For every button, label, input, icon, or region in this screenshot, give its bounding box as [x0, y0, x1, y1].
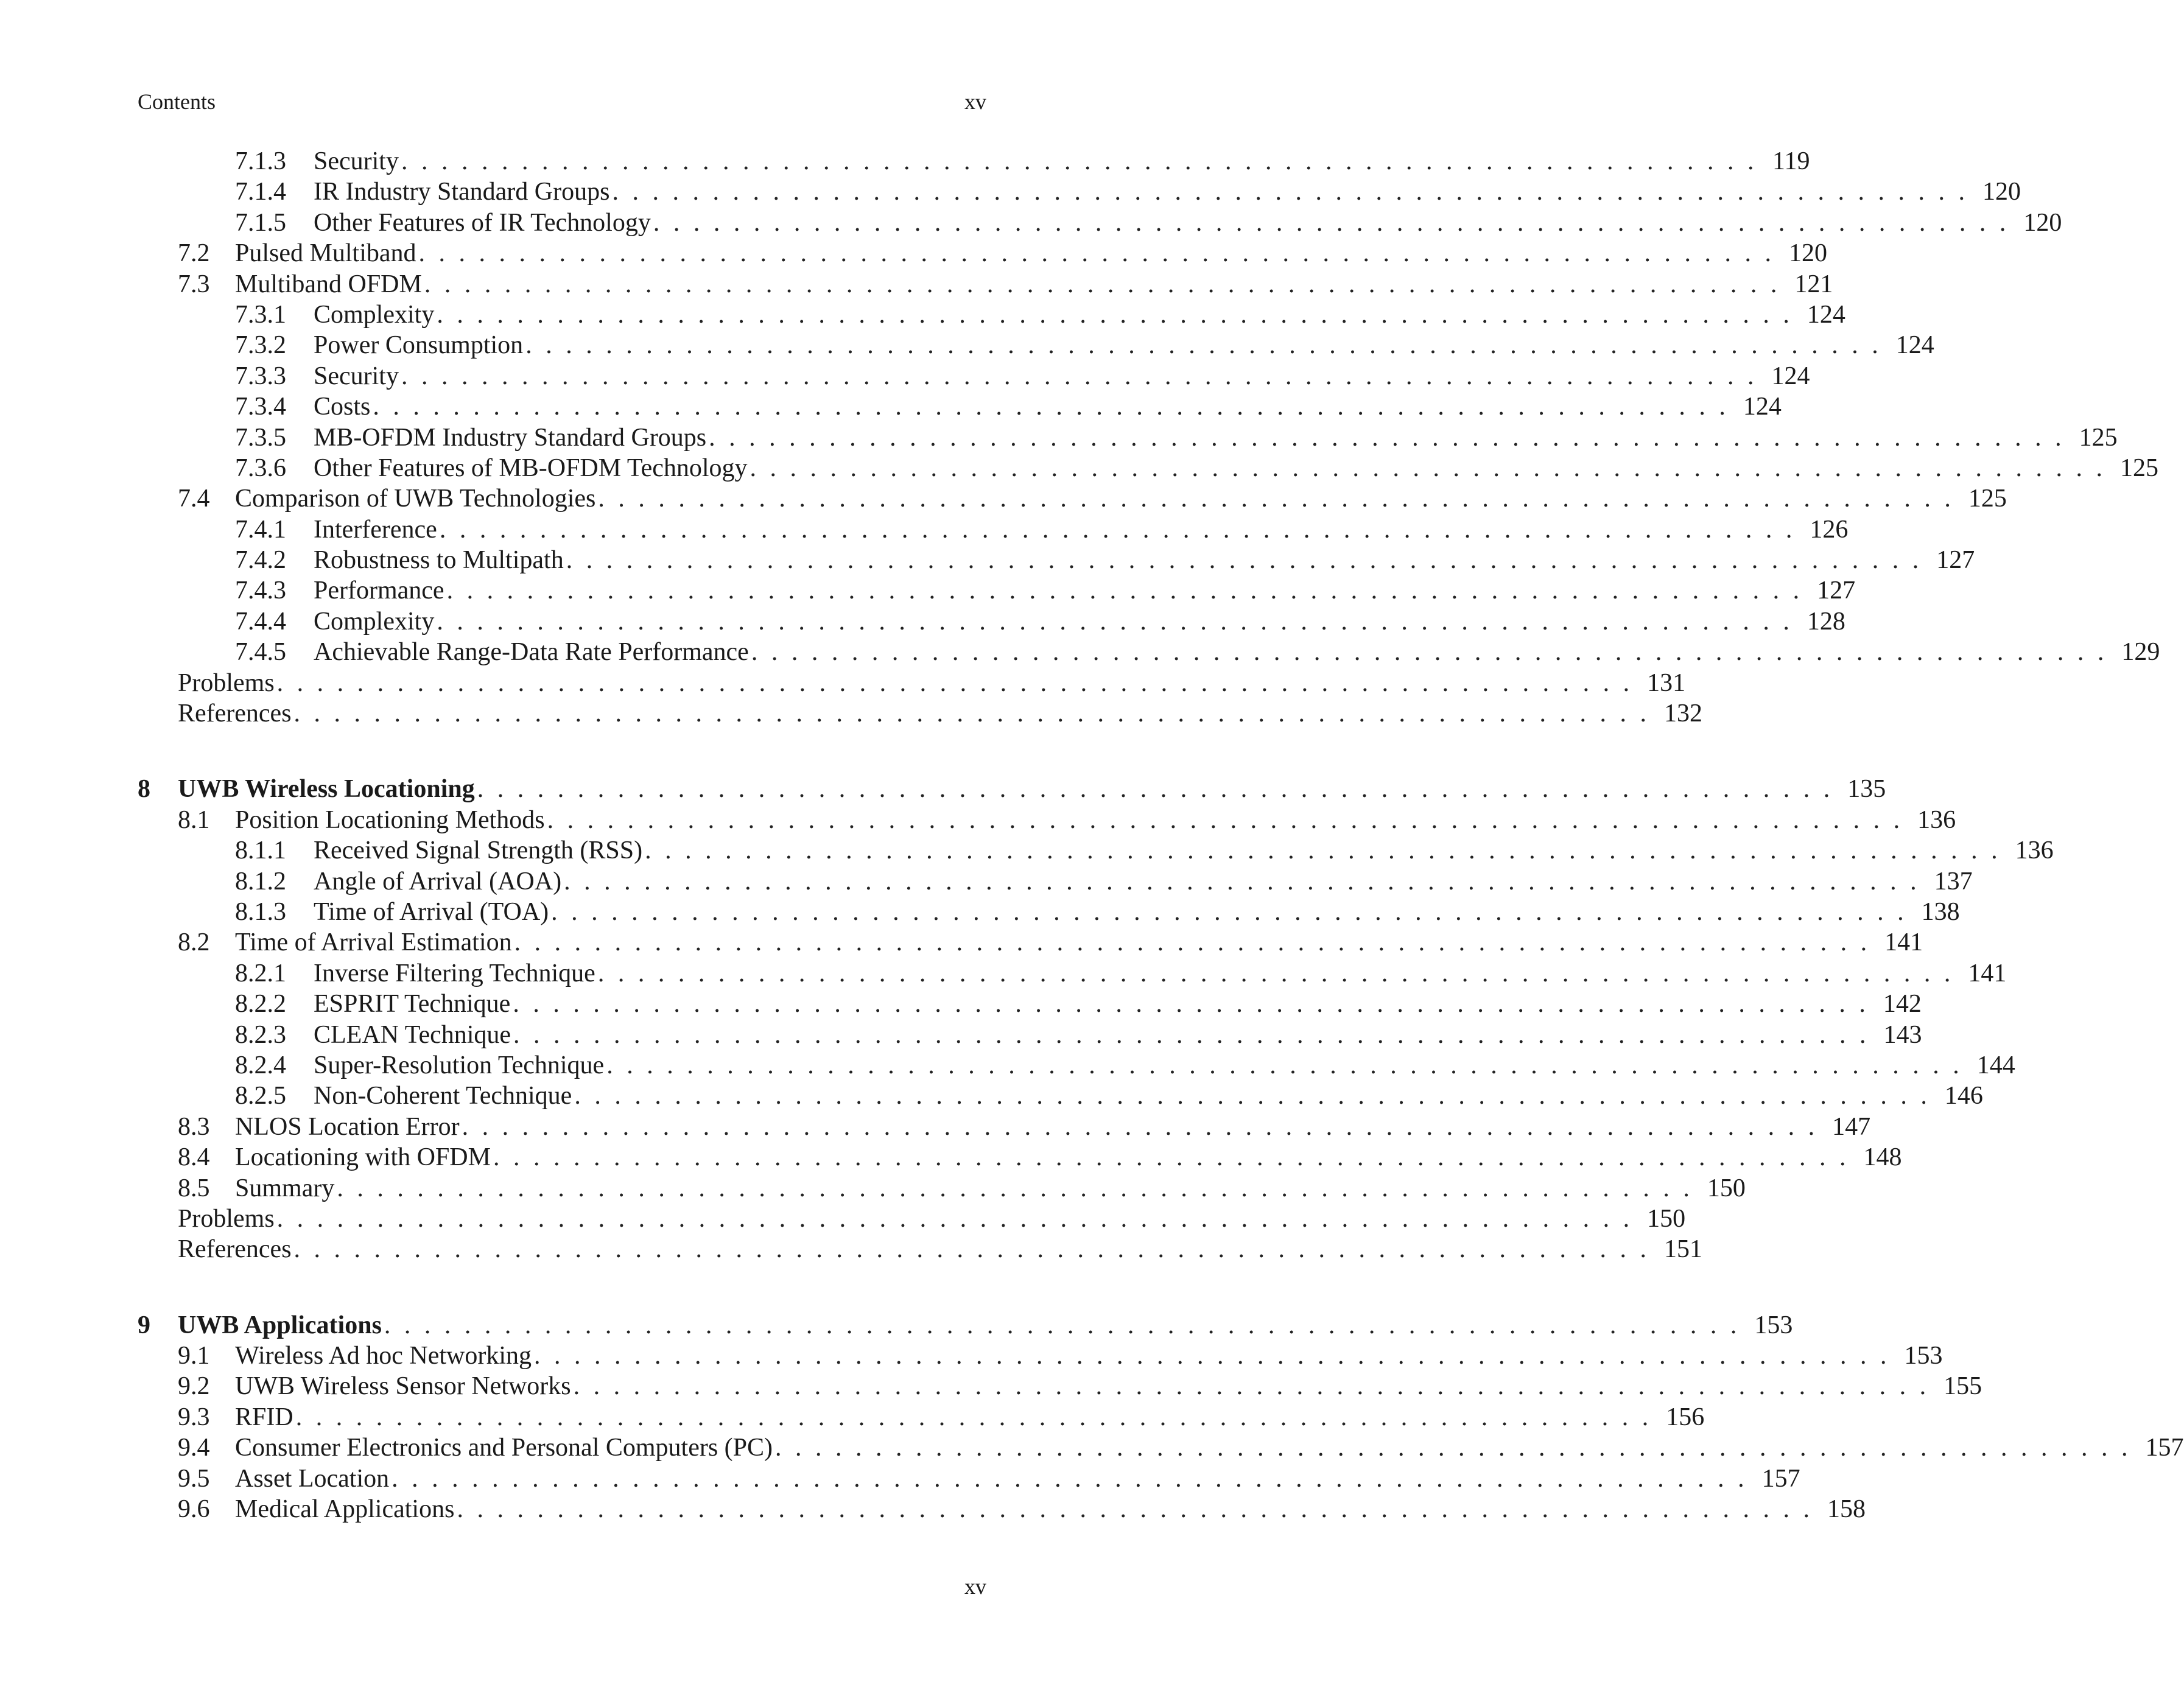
- toc-entry-number: 8.2.5: [235, 1082, 286, 1110]
- toc-entry-number: 7.1.3: [235, 147, 286, 175]
- toc-entry-title: Performance: [314, 577, 444, 605]
- toc-entry-page: 127: [1817, 577, 1856, 605]
- toc-entry-title: Pulsed Multiband: [235, 239, 416, 268]
- toc-entry-page: 119: [1772, 147, 1810, 175]
- toc-entry-page: 136: [2015, 836, 2054, 865]
- toc-entry-number: 7.4.2: [235, 546, 286, 575]
- toc-entry-title: Achievable Range-Data Rate Performance: [314, 638, 749, 667]
- toc-entry-title: Power Consumption: [314, 331, 524, 360]
- toc-entry[interactable]: [138, 1234, 1703, 1264]
- toc-entry-page: 131: [1647, 668, 1686, 697]
- toc-entry[interactable]: [138, 1020, 1922, 1050]
- toc-entry-page: 150: [1647, 1204, 1686, 1233]
- toc-entry-number: 8.5: [178, 1174, 210, 1202]
- toc-entry[interactable]: [138, 606, 1845, 637]
- dot-leader: . . . . . . . . . . . . . . . . . . . . . . . . . . . . . . . . . . . . . . . . . . . . . . . . . . . . . . . . . . . . . . . . . . . .: [437, 607, 1793, 636]
- toc-entry[interactable]: [138, 1050, 2015, 1081]
- toc-entry-title: ESPRIT Technique: [314, 990, 511, 1019]
- dot-leader: . . . . . . . . . . . . . . . . . . . . . . . . . . . . . . . . . . . . . . . . . . . . . . . . . . . . . . . . . . . . . . . . . . . .: [276, 668, 1634, 697]
- chapter-gap: [138, 729, 986, 774]
- toc-entry-title: Time of Arrival (TOA): [314, 897, 549, 926]
- toc-entry-page: 157: [2145, 1434, 2184, 1462]
- dot-leader: . . . . . . . . . . . . . . . . . . . . . . . . . . . . . . . . . . . . . . . . . . . . . . . . . . . . . . . . . . . . . . . . . . . .: [751, 638, 2108, 667]
- toc-entry-title: Multiband OFDM: [235, 270, 422, 298]
- dot-leader: . . . . . . . . . . . . . . . . . . . . . . . . . . . . . . . . . . . . . . . . . . . . . . . . . . . . . . . . . . . . . . . . . . . .: [439, 515, 1796, 544]
- toc-entry[interactable]: [138, 989, 1922, 1019]
- dot-leader: . . . . . . . . . . . . . . . . . . . . . . . . . . . . . . . . . . . . . . . . . . . . . . . . . . . . . . . . . . . . . . . . . . . .: [295, 1403, 1652, 1431]
- toc-entry-title: Consumer Electronics and Personal Computers (PC): [235, 1434, 773, 1462]
- toc-entry-title: Angle of Arrival (AOA): [314, 867, 562, 896]
- dot-leader: . . . . . . . . . . . . . . . . . . . . . . . . . . . . . . . . . . . . . . . . . . . . . . . . . . . . . . . . . . . . . . . . . . . .: [525, 331, 1882, 360]
- toc-entry-page: 153: [1904, 1342, 1943, 1370]
- toc-entry-title: Medical Applications: [235, 1495, 455, 1524]
- toc-entry-page: 156: [1666, 1403, 1705, 1431]
- toc-entry-title: References: [178, 1235, 292, 1264]
- toc-entry-page: 129: [2121, 638, 2160, 667]
- toc-entry-page: 142: [1883, 990, 1922, 1019]
- dot-leader: . . . . . . . . . . . . . . . . . . . . . . . . . . . . . . . . . . . . . . . . . . . . . . . . . . . . . . . . . . . . . . . . . . . .: [293, 699, 1651, 728]
- toc-entry-page: 120: [1982, 178, 2021, 206]
- dot-leader: . . . . . . . . . . . . . . . . . . . . . . . . . . . . . . . . . . . . . . . . . . . . . . . . . . . . . . . . . . . . . . . . . . . .: [547, 805, 1904, 834]
- dot-leader: . . . . . . . . . . . . . . . . . . . . . . . . . . . . . . . . . . . . . . . . . . . . . . . . . . . . . . . . . . . . . . . . . . . .: [446, 577, 1803, 605]
- toc-entry-number: 7.3.5: [235, 423, 286, 452]
- toc-entry-title: Inverse Filtering Technique: [314, 959, 595, 987]
- toc-entry[interactable]: [138, 1494, 1866, 1524]
- toc-entry-title: Summary: [235, 1174, 335, 1202]
- toc-entry[interactable]: [138, 668, 1686, 698]
- dot-leader: . . . . . . . . . . . . . . . . . . . . . . . . . . . . . . . . . . . . . . . . . . . . . . . . . . . . . . . . . . . . . . . . . . . .: [401, 362, 1758, 390]
- toc-entry-page: 136: [1917, 805, 1956, 834]
- dot-leader: . . . . . . . . . . . . . . . . . . . . . . . . . . . . . . . . . . . . . . . . . . . . . . . . . . . . . . . . . . . . . . . . . . . .: [750, 454, 2107, 482]
- toc-entry-number: 9: [138, 1311, 150, 1339]
- toc-entry-number: 7.4.4: [235, 607, 286, 636]
- toc-entry[interactable]: [138, 1204, 1686, 1234]
- toc-entry-number: 8.1.2: [235, 867, 286, 896]
- toc-entry-page: 148: [1863, 1143, 1902, 1172]
- dot-leader: . . . . . . . . . . . . . . . . . . . . . . . . . . . . . . . . . . . . . . . . . . . . . . . . . . . . . . . . . . . . . . . . . . . .: [612, 178, 1968, 206]
- toc-entry[interactable]: [138, 1112, 1871, 1142]
- toc-entry-page: 158: [1827, 1495, 1866, 1524]
- toc-entry-page: 124: [1743, 393, 1782, 421]
- toc-entry-title: Locationing with OFDM: [235, 1143, 491, 1172]
- toc-entry-title: Interference: [314, 515, 437, 544]
- toc-entry-title: Security: [314, 147, 399, 175]
- toc-entry-number: 7.3: [178, 270, 210, 298]
- toc-entry[interactable]: [138, 958, 2007, 989]
- toc-entry-number: 8.2: [178, 928, 210, 957]
- toc-entry-number: 8.2.2: [235, 990, 286, 1019]
- toc-entry-number: 8.2.3: [235, 1020, 286, 1049]
- dot-leader: . . . . . . . . . . . . . . . . . . . . . . . . . . . . . . . . . . . . . . . . . . . . . . . . . . . . . . . . . . . . . . . . . . . .: [653, 208, 2010, 237]
- dot-leader: . . . . . . . . . . . . . . . . . . . . . . . . . . . . . . . . . . . . . . . . . . . . . . . . . . . . . . . . . . . . . . . . . . . .: [418, 239, 1775, 268]
- toc-entry-number: 7.3.1: [235, 300, 286, 329]
- dot-leader: . . . . . . . . . . . . . . . . . . . . . . . . . . . . . . . . . . . . . . . . . . . . . . . . . . . . . . . . . . . . . . . . . . . .: [293, 1235, 1651, 1264]
- dot-leader: . . . . . . . . . . . . . . . . . . . . . . . . . . . . . . . . . . . . . . . . . . . . . . . . . . . . . . . . . . . . . . . . . . . .: [709, 423, 2065, 452]
- toc-entry-number: 9.6: [178, 1495, 210, 1524]
- toc-entry[interactable]: [138, 866, 1973, 897]
- toc-entry-number: 7.4.3: [235, 577, 286, 605]
- dot-leader: . . . . . . . . . . . . . . . . . . . . . . . . . . . . . . . . . . . . . . . . . . . . . . . . . . . . . . . . . . . . . . . . . . . .: [574, 1082, 1931, 1110]
- toc-entry-number: 8.4: [178, 1143, 210, 1172]
- toc-entry-page: 120: [1789, 239, 1828, 268]
- toc-entry-number: 9.2: [178, 1372, 210, 1401]
- toc-entry-page: 125: [1968, 485, 2007, 513]
- dot-leader: . . . . . . . . . . . . . . . . . . . . . . . . . . . . . . . . . . . . . . . . . . . . . . . . . . . . . . . . . . . . . . . . . . . .: [573, 1372, 1930, 1401]
- toc-entry-title: RFID: [235, 1403, 293, 1431]
- toc-entry[interactable]: [138, 1341, 1943, 1371]
- toc-entry-title: Super-Resolution Technique: [314, 1051, 605, 1079]
- toc-entry-number: 8.1.1: [235, 836, 286, 865]
- toc-entry-title: Comparison of UWB Technologies: [235, 485, 596, 513]
- toc-entry-page: 150: [1707, 1174, 1746, 1202]
- toc-entry[interactable]: [138, 1081, 1983, 1111]
- toc-entry-title: Received Signal Strength (RSS): [314, 836, 643, 865]
- toc-entry-number: 7.3.6: [235, 454, 286, 482]
- dot-leader: . . . . . . . . . . . . . . . . . . . . . . . . . . . . . . . . . . . . . . . . . . . . . . . . . . . . . . . . . . . . . . . . . . . .: [775, 1434, 2132, 1462]
- toc-entry-number: 9.4: [178, 1434, 210, 1462]
- dot-leader: . . . . . . . . . . . . . . . . . . . . . . . . . . . . . . . . . . . . . . . . . . . . . . . . . . . . . . . . . . . . . . . . . . . .: [373, 393, 1729, 421]
- toc-entry[interactable]: [138, 1371, 1982, 1401]
- toc-entry[interactable]: [138, 1173, 1746, 1204]
- toc-entry-number: 8: [138, 775, 150, 804]
- toc-entry-title: Asset Location: [235, 1464, 390, 1493]
- dot-leader: . . . . . . . . . . . . . . . . . . . . . . . . . . . . . . . . . . . . . . . . . . . . . . . . . . . . . . . . . . . . . . . . . . . .: [477, 775, 1834, 804]
- toc-entry[interactable]: [138, 208, 2062, 238]
- toc-entry[interactable]: [138, 146, 1810, 177]
- toc-entry-page: 132: [1664, 699, 1703, 728]
- toc-entry-title: Position Locationing Methods: [235, 805, 545, 834]
- toc-entry[interactable]: [138, 300, 1845, 330]
- dot-leader: . . . . . . . . . . . . . . . . . . . . . . . . . . . . . . . . . . . . . . . . . . . . . . . . . . . . . . . . . . . . . . . . . . . .: [424, 270, 1781, 298]
- dot-leader: . . . . . . . . . . . . . . . . . . . . . . . . . . . . . . . . . . . . . . . . . . . . . . . . . . . . . . . . . . . . . . . . . . . .: [534, 1342, 1891, 1370]
- toc-entry-page: 141: [1968, 959, 2007, 987]
- toc-entry-page: 121: [1794, 270, 1833, 298]
- toc-entry[interactable]: [138, 453, 2159, 483]
- dot-leader: . . . . . . . . . . . . . . . . . . . . . . . . . . . . . . . . . . . . . . . . . . . . . . . . . . . . . . . . . . . . . . . . . . . .: [457, 1495, 1813, 1524]
- toc-entry-page: 144: [1976, 1051, 2015, 1079]
- dot-leader: . . . . . . . . . . . . . . . . . . . . . . . . . . . . . . . . . . . . . . . . . . . . . . . . . . . . . . . . . . . . . . . . . . . .: [564, 867, 1920, 896]
- toc-entry[interactable]: [138, 1402, 1705, 1432]
- page-number: xv: [964, 1574, 986, 1599]
- toc-entry-title: NLOS Location Error: [235, 1112, 460, 1141]
- toc-entry-number: 7.3.3: [235, 362, 286, 390]
- toc-entry-page: 157: [1761, 1464, 1800, 1493]
- toc-entry-number: 8.1: [178, 805, 210, 834]
- toc-entry-page: 143: [1883, 1020, 1922, 1049]
- toc-entry-number: 8.2.4: [235, 1051, 286, 1079]
- toc-entry-page: 120: [2023, 208, 2062, 237]
- toc-entry[interactable]: [138, 422, 2118, 453]
- dot-leader: . . . . . . . . . . . . . . . . . . . . . . . . . . . . . . . . . . . . . . . . . . . . . . . . . . . . . . . . . . . . . . . . . . . .: [597, 959, 1954, 987]
- toc-entry-number: 8.2.1: [235, 959, 286, 987]
- toc-entry-page: 146: [1944, 1082, 1983, 1110]
- table-of-contents: [138, 146, 2184, 1524]
- toc-entry-number: 8.3: [178, 1112, 210, 1141]
- toc-entry[interactable]: [138, 1432, 2184, 1463]
- toc-entry[interactable]: [138, 637, 2160, 667]
- toc-entry-page: 141: [1884, 928, 1923, 957]
- toc-entry-number: 8.1.3: [235, 897, 286, 926]
- dot-leader: . . . . . . . . . . . . . . . . . . . . . . . . . . . . . . . . . . . . . . . . . . . . . . . . . . . . . . . . . . . . . . . . . . . .: [384, 1311, 1741, 1339]
- dot-leader: . . . . . . . . . . . . . . . . . . . . . . . . . . . . . . . . . . . . . . . . . . . . . . . . . . . . . . . . . . . . . . . . . . . .: [645, 836, 2001, 865]
- toc-entry[interactable]: [138, 269, 1833, 300]
- toc-entry-title: Security: [314, 362, 399, 390]
- running-header-title: Contents: [138, 89, 216, 114]
- toc-entry[interactable]: [138, 698, 1703, 729]
- toc-entry[interactable]: [138, 330, 1934, 360]
- toc-entry-number: 9.3: [178, 1403, 210, 1431]
- toc-entry-number: 7.4.5: [235, 638, 286, 667]
- toc-entry-title: References: [178, 699, 292, 728]
- toc-entry-title: Robustness to Multipath: [314, 546, 564, 575]
- dot-leader: . . . . . . . . . . . . . . . . . . . . . . . . . . . . . . . . . . . . . . . . . . . . . . . . . . . . . . . . . . . . . . . . . . . .: [598, 485, 1954, 513]
- toc-entry-title: UWB Wireless Locationing: [178, 775, 475, 804]
- toc-entry-title: Wireless Ad hoc Networking: [235, 1342, 532, 1370]
- dot-leader: . . . . . . . . . . . . . . . . . . . . . . . . . . . . . . . . . . . . . . . . . . . . . . . . . . . . . . . . . . . . . . . . . . . .: [401, 147, 1758, 175]
- toc-entry[interactable]: [138, 1142, 1902, 1173]
- toc-entry-page: 135: [1847, 775, 1886, 804]
- toc-entry-page: 151: [1664, 1235, 1703, 1264]
- toc-entry-title: IR Industry Standard Groups: [314, 178, 610, 206]
- toc-entry-page: 124: [1807, 300, 1845, 329]
- dot-leader: . . . . . . . . . . . . . . . . . . . . . . . . . . . . . . . . . . . . . . . . . . . . . . . . . . . . . . . . . . . . . . . . . . . .: [276, 1204, 1634, 1233]
- toc-entry[interactable]: [138, 835, 2054, 866]
- toc-entry-number: 7.1.4: [235, 178, 286, 206]
- toc-entry[interactable]: [138, 238, 1828, 268]
- toc-entry-number: 7.3.4: [235, 393, 286, 421]
- toc-entry-title: MB-OFDM Industry Standard Groups: [314, 423, 707, 452]
- dot-leader: . . . . . . . . . . . . . . . . . . . . . . . . . . . . . . . . . . . . . . . . . . . . . . . . . . . . . . . . . . . . . . . . . . . .: [513, 990, 1869, 1019]
- toc-entry-page: 153: [1754, 1311, 1793, 1339]
- toc-entry-title: Time of Arrival Estimation: [235, 928, 512, 957]
- toc-entry-page: 138: [1921, 897, 1960, 926]
- toc-entry-page: 125: [2079, 423, 2118, 452]
- toc-entry-title: Problems: [178, 1204, 275, 1233]
- toc-entry-page: 155: [1943, 1372, 1982, 1401]
- toc-entry-page: 127: [1936, 546, 1975, 575]
- toc-entry-title: UWB Applications: [178, 1311, 382, 1339]
- toc-entry-title: Problems: [178, 668, 275, 697]
- toc-entry-number: 7.3.2: [235, 331, 286, 360]
- toc-entry-number: 7.4: [178, 485, 210, 513]
- toc-entry-page: 126: [1810, 515, 1849, 544]
- toc-chapter-entry[interactable]: [138, 1310, 1793, 1341]
- toc-entry-page: 128: [1807, 607, 1845, 636]
- toc-entry-page: 124: [1895, 331, 1934, 360]
- toc-entry[interactable]: [138, 177, 2021, 207]
- toc-entry[interactable]: [138, 927, 1923, 958]
- dot-leader: . . . . . . . . . . . . . . . . . . . . . . . . . . . . . . . . . . . . . . . . . . . . . . . . . . . . . . . . . . . . . . . . . . . .: [493, 1143, 1850, 1172]
- dot-leader: . . . . . . . . . . . . . . . . . . . . . . . . . . . . . . . . . . . . . . . . . . . . . . . . . . . . . . . . . . . . . . . . . . . .: [462, 1112, 1819, 1141]
- dot-leader: . . . . . . . . . . . . . . . . . . . . . . . . . . . . . . . . . . . . . . . . . . . . . . . . . . . . . . . . . . . . . . . . . . . .: [606, 1051, 1963, 1079]
- dot-leader: . . . . . . . . . . . . . . . . . . . . . . . . . . . . . . . . . . . . . . . . . . . . . . . . . . . . . . . . . . . . . . . . . . . .: [437, 300, 1793, 329]
- dot-leader: . . . . . . . . . . . . . . . . . . . . . . . . . . . . . . . . . . . . . . . . . . . . . . . . . . . . . . . . . . . . . . . . . . . .: [551, 897, 1908, 926]
- toc-entry[interactable]: [138, 545, 1975, 575]
- toc-entry[interactable]: [138, 1464, 1800, 1494]
- toc-entry-page: 137: [1934, 867, 1973, 896]
- toc-entry-title: Complexity: [314, 300, 435, 329]
- toc-entry[interactable]: [138, 391, 1782, 422]
- toc-entry-title: Costs: [314, 393, 371, 421]
- toc-entry-number: 7.1.5: [235, 208, 286, 237]
- toc-entry[interactable]: [138, 514, 1849, 545]
- dot-leader: . . . . . . . . . . . . . . . . . . . . . . . . . . . . . . . . . . . . . . . . . . . . . . . . . . . . . . . . . . . . . . . . . . . .: [514, 928, 1871, 957]
- toc-entry[interactable]: [138, 805, 1956, 835]
- toc-chapter-entry[interactable]: [138, 774, 1886, 804]
- toc-entry[interactable]: [138, 897, 1960, 927]
- toc-entry-title: Other Features of MB-OFDM Technology: [314, 454, 748, 482]
- toc-entry[interactable]: [138, 483, 2007, 514]
- toc-entry-title: Complexity: [314, 607, 435, 636]
- toc-entry-page: 124: [1771, 362, 1810, 390]
- running-header-page: xv: [964, 89, 986, 114]
- toc-entry-title: CLEAN Technique: [314, 1020, 511, 1049]
- toc-entry-page: 147: [1832, 1112, 1871, 1141]
- toc-entry[interactable]: [138, 575, 1856, 606]
- dot-leader: . . . . . . . . . . . . . . . . . . . . . . . . . . . . . . . . . . . . . . . . . . . . . . . . . . . . . . . . . . . . . . . . . . . .: [392, 1464, 1748, 1493]
- toc-entry-title: Other Features of IR Technology: [314, 208, 651, 237]
- dot-leader: . . . . . . . . . . . . . . . . . . . . . . . . . . . . . . . . . . . . . . . . . . . . . . . . . . . . . . . . . . . . . . . . . . . .: [513, 1020, 1870, 1049]
- toc-entry-title: Non-Coherent Technique: [314, 1082, 572, 1110]
- toc-entry-number: 7.2: [178, 239, 210, 268]
- toc-entry-number: 9.1: [178, 1342, 210, 1370]
- toc-entry-number: 7.4.1: [235, 515, 286, 544]
- dot-leader: . . . . . . . . . . . . . . . . . . . . . . . . . . . . . . . . . . . . . . . . . . . . . . . . . . . . . . . . . . . . . . . . . . . .: [566, 546, 1923, 575]
- toc-entry-page: 125: [2120, 454, 2159, 482]
- running-header: [138, 89, 986, 116]
- toc-entry-number: 9.5: [178, 1464, 210, 1493]
- dot-leader: . . . . . . . . . . . . . . . . . . . . . . . . . . . . . . . . . . . . . . . . . . . . . . . . . . . . . . . . . . . . . . . . . . . .: [337, 1174, 1693, 1202]
- toc-entry-title: UWB Wireless Sensor Networks: [235, 1372, 571, 1401]
- toc-entry[interactable]: [138, 361, 1810, 391]
- chapter-gap: [138, 1265, 986, 1310]
